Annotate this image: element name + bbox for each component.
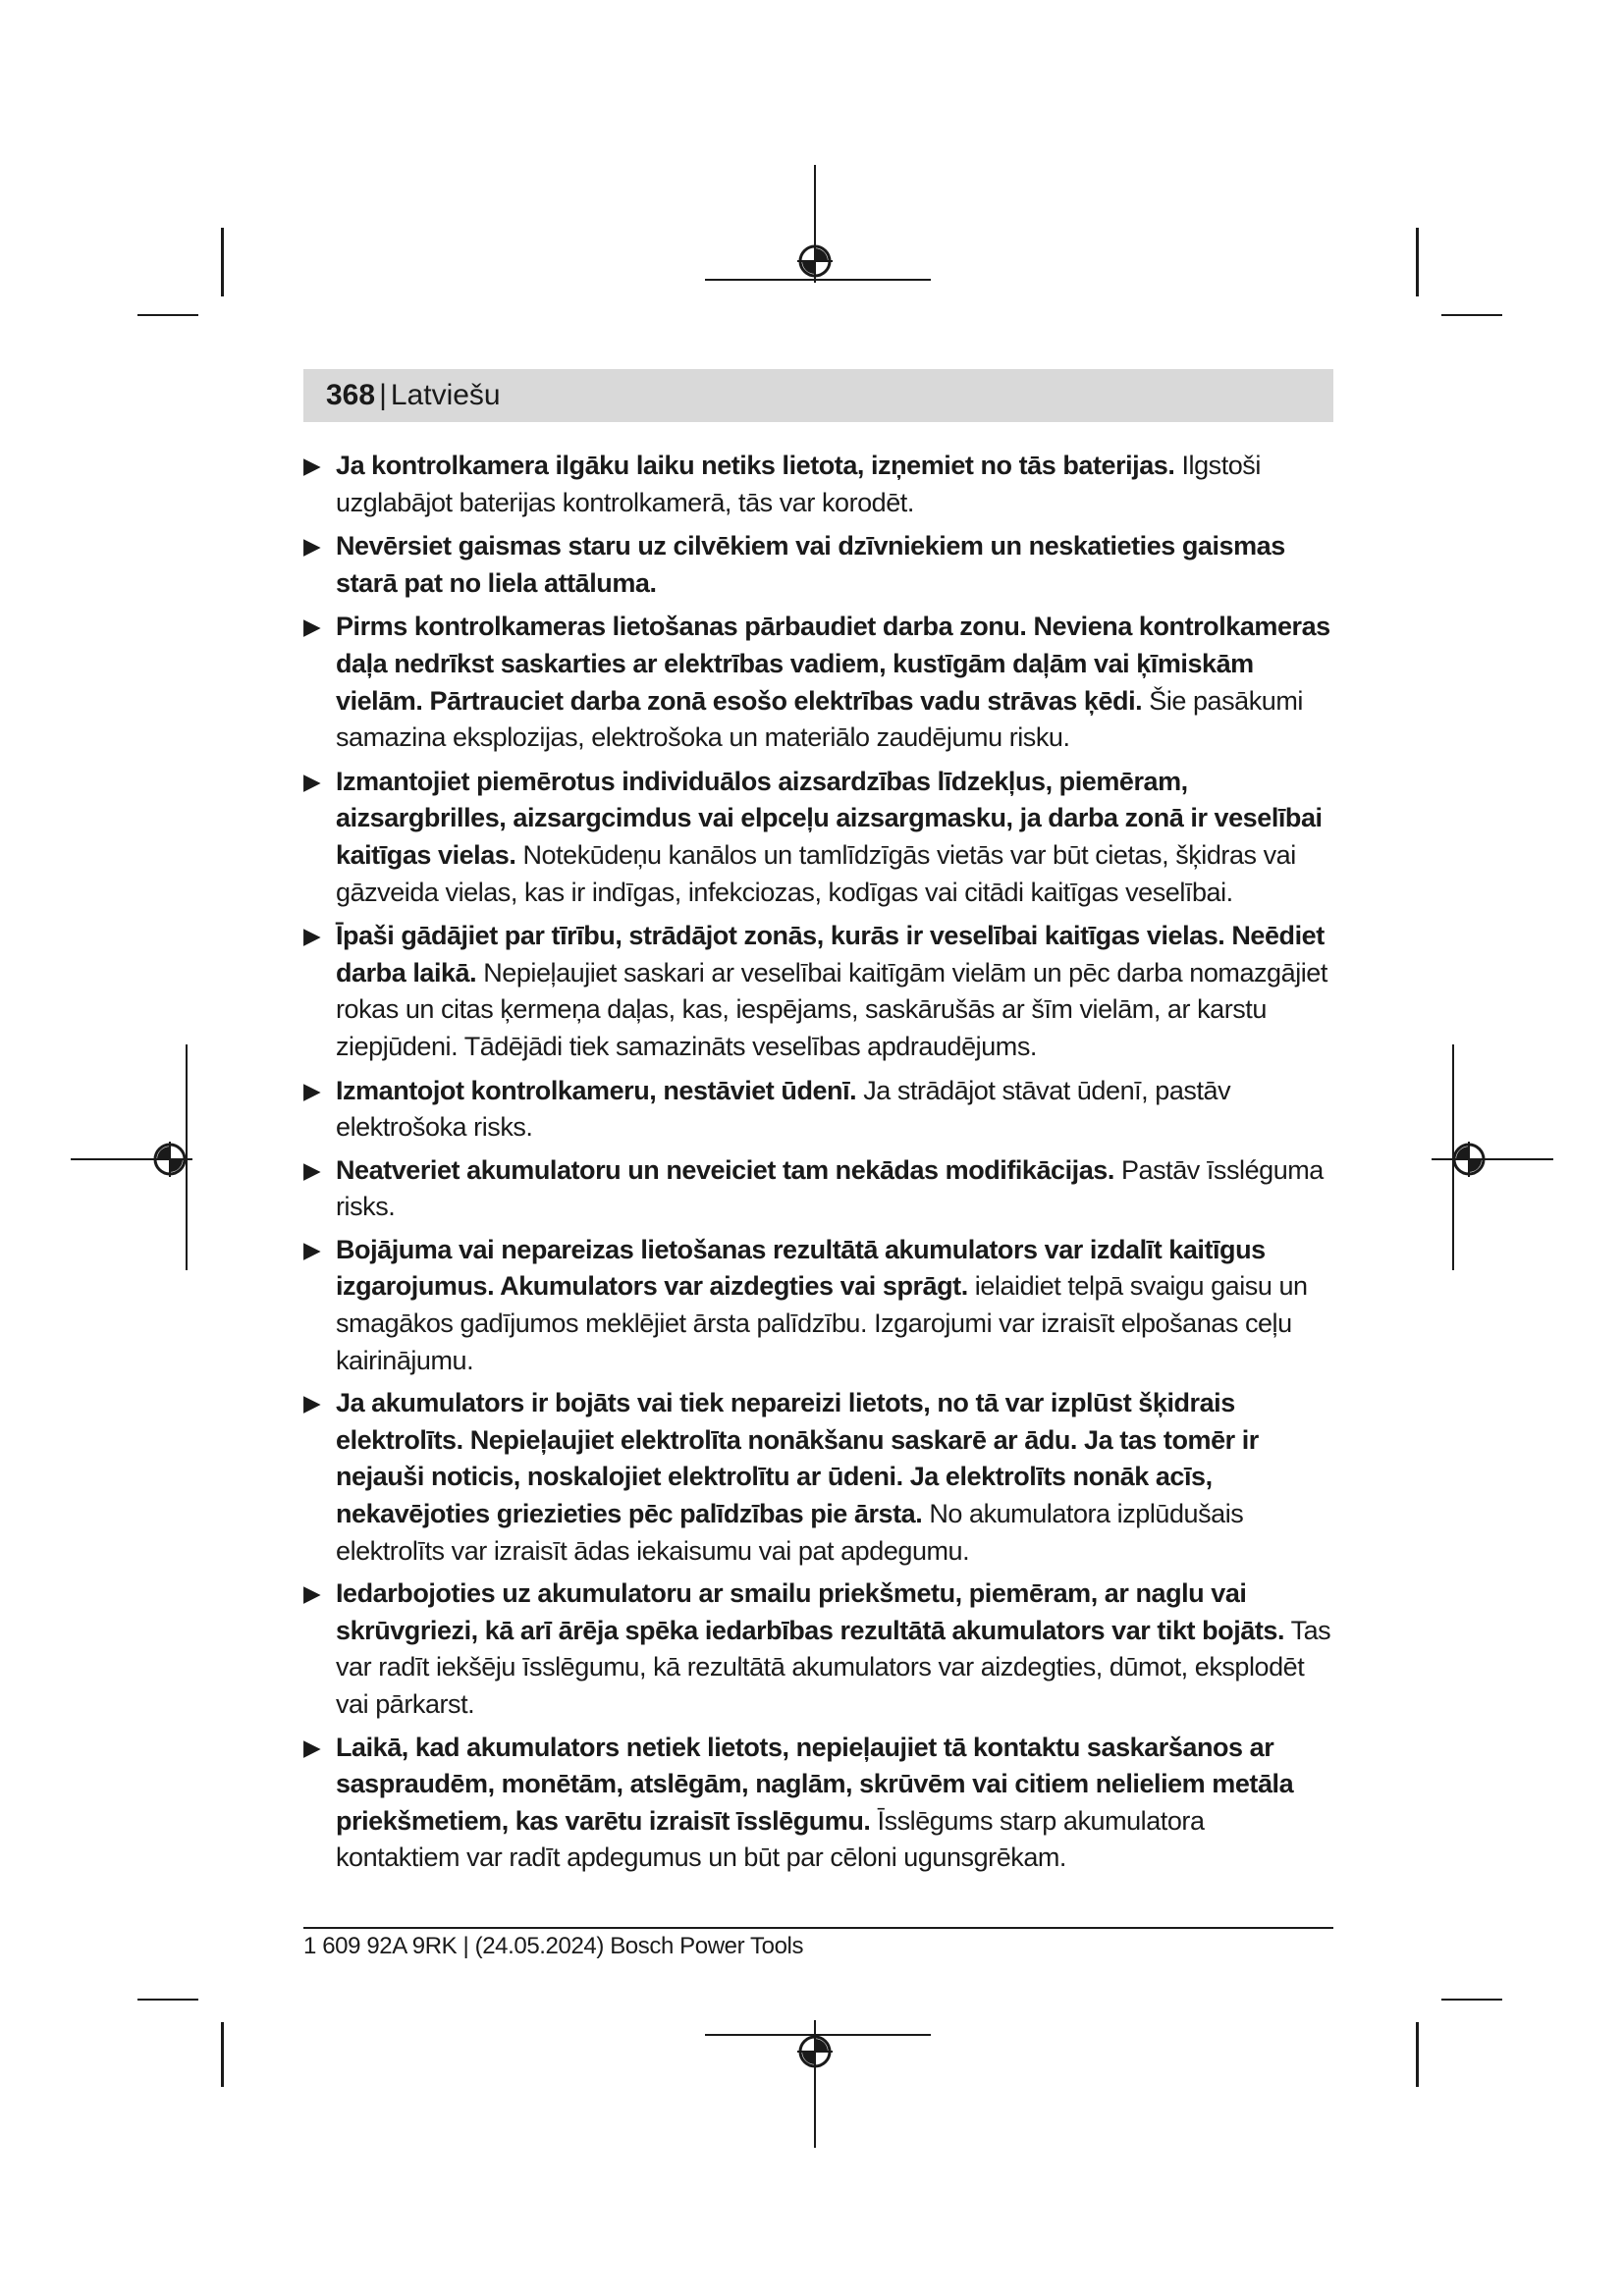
list-item xyxy=(303,1730,1333,1877)
item-text: No akumulatora izplūdušais elektrolīts var izraisīt ādas iekaisumu vai pat apdegumu. xyxy=(336,1499,1244,1566)
crop-mark xyxy=(137,1999,198,2001)
crop-mark xyxy=(1416,228,1419,296)
item-bold-text: Neatveriet akumulatoru un neveiciet tam nekādas modifikācijas. xyxy=(336,1154,1114,1185)
play-triangle-icon: ▶ xyxy=(303,1390,321,1416)
list-item xyxy=(303,764,1333,911)
safety-instructions-list xyxy=(303,448,1333,1883)
play-triangle-icon: ▶ xyxy=(303,1236,321,1262)
list-item xyxy=(303,1073,1333,1147)
crosshair-registration-icon xyxy=(795,2032,835,2071)
item-text: Ilgstoši uzglabājot baterijas kontrolkamerā, tās var korodēt. xyxy=(336,451,1261,517)
list-item xyxy=(303,609,1333,756)
crop-mark xyxy=(221,2022,224,2087)
play-triangle-icon: ▶ xyxy=(303,1077,321,1103)
list-item xyxy=(303,918,1333,1065)
crop-mark xyxy=(1416,2022,1419,2087)
item-bold-text: Bojājuma vai nepareizas lietošanas rezultātā akumulators var izdalīt kaitīgus izgarojumus. Akumulators var aizdegties vai sprāgt. xyxy=(336,1234,1266,1302)
play-triangle-icon: ▶ xyxy=(303,1156,321,1183)
item-text: Pastāv īssléguma risks. xyxy=(336,1154,1324,1222)
crosshair-registration-icon xyxy=(1449,1140,1489,1179)
item-text: Tas var radīt iekšēju īsslēgumu, kā rezultātā akumulators var aizdegties, dūmot, eksplodēt vai pārkarst. xyxy=(336,1615,1331,1719)
crosshair-registration-icon xyxy=(150,1140,189,1179)
item-bold-text: Iedarbojoties uz akumulatoru ar smailu priekšmetu, piemēram, ar naglu vai skrūvgriezi, kā arī ārēja spēka iedarbības rezultātā akumulators var tikt bojāts. xyxy=(336,1578,1284,1645)
list-item xyxy=(303,528,1333,602)
play-triangle-icon: ▶ xyxy=(303,768,321,794)
list-item xyxy=(303,1385,1333,1570)
item-text: Šie pasākumi samazina eksplozijas, elektrošoka un materiālo zaudējumu risku. xyxy=(336,685,1303,753)
list-item xyxy=(303,1232,1333,1379)
item-text: ielaidiet telpā svaigu gaisu un smagākos gadījumos meklējiet ārsta palīdzību. Izgarojumi var izraisīt elpošanas ceļu kairinājumu. xyxy=(336,1271,1308,1375)
item-text: Ja strādājot stāvat ūdenī, pastāv elektrošoka risks. xyxy=(336,1075,1231,1143)
play-triangle-icon: ▶ xyxy=(303,1734,321,1760)
play-triangle-icon: ▶ xyxy=(303,453,321,478)
play-triangle-icon: ▶ xyxy=(303,533,321,560)
item-bold-text: Īpaši gādājiet par tīrību, strādājot zonās, kurās ir veselībai kaitīgas vielas. Neēdiet darba laikā. xyxy=(336,921,1325,988)
item-text: Nepieļaujiet saskari ar veselībai kaitīgām vielām un pēc darba nomazgājiet rokas un citas ķermeņa daļas, kas, iespējams, saskārušās ar šīm vielām, ar karstu ziepjūdeni. Tādējādi tiek samazināts veselības apdraudējums. xyxy=(336,957,1327,1061)
crop-mark xyxy=(1441,314,1502,316)
item-bold-text: Laikā, kad akumulators netiek lietots, nepieļaujiet tā kontaktu saskaršanos ar saspraudēm, monētām, atslēgām, naglām, skrūvēm vai citiem nelieliem metāla priekšmetiem, kas varētu izraisīt īsslēgumu. xyxy=(336,1732,1294,1836)
play-triangle-icon: ▶ xyxy=(303,923,321,949)
list-item xyxy=(303,448,1333,521)
list-item xyxy=(303,1575,1333,1723)
crosshair-registration-icon xyxy=(795,241,835,281)
item-bold-text: Nevērsiet gaismas staru uz cilvēkiem vai dzīvniekiem un neskatieties gaismas starā pat no liela attāluma. xyxy=(336,531,1285,598)
page-footer: 1 609 92A 9RK | (24.05.2024) Bosch Power Tools xyxy=(303,1933,804,1959)
crop-mark xyxy=(221,228,224,296)
header-separator: | xyxy=(379,379,387,411)
crop-mark xyxy=(137,314,198,316)
section-title: Latviešu xyxy=(390,379,501,411)
play-triangle-icon: ▶ xyxy=(303,1580,321,1607)
play-triangle-icon: ▶ xyxy=(303,614,321,640)
item-bold-text: Izmantojiet piemērotus individuālos aizsardzības līdzekļus, piemēram, aizsargbrilles, aizsargcimdus vai elpceļu aizsargmasku, ja darba zonā ir veselībai kaitīgas vielas. xyxy=(336,766,1323,870)
item-bold-text: Ja akumulators ir bojāts vai tiek nepareizi lietots, no tā var izplūst šķidrais elektrolīts. Nepieļaujiet elektrolīta nonākšanu saskarē ar ādu. Ja tas tomēr ir nejauši noticis, noskalojiet elektrolītu ar ūdeni. Ja elektrolīts nonāk acīs, nekavējoties griezieties pēc palīdzības pie ārsta. xyxy=(336,1388,1259,1529)
item-bold-text: Izmantojot kontrolkameru, nestāviet ūdenī. xyxy=(336,1075,857,1105)
page-header xyxy=(326,377,501,414)
footer-divider xyxy=(303,1927,1333,1929)
crop-mark xyxy=(1441,1999,1502,2001)
item-bold-text: Ja kontrolkamera ilgāku laiku netiks lietota, izņemiet no tās baterijas. xyxy=(336,451,1175,480)
item-text: Notekūdeņu kanālos un tamlīdzīgās vietās var būt cietas, šķidras vai gāzveida vielas, kas ir indīgas, infekciozas, kodīgas vai citādi kaitīgas veselībai. xyxy=(336,839,1296,907)
list-item xyxy=(303,1152,1333,1226)
page-number: 368 xyxy=(326,379,376,411)
item-bold-text: Pirms kontrolkameras lietošanas pārbaudiet darba zonu. Neviena kontrolkameras daļa nedrīkst saskarties ar elektrības vadiem, kustīgām daļām vai ķīmiskām vielām. Pārtrauciet darba zonā esošo elektrības vadu strāvas ķēdi. xyxy=(336,612,1330,716)
item-text: Īsslēgums starp akumulatora kontaktiem var radīt apdegumus un būt par cēloni ugunsgrēkam. xyxy=(336,1805,1205,1873)
